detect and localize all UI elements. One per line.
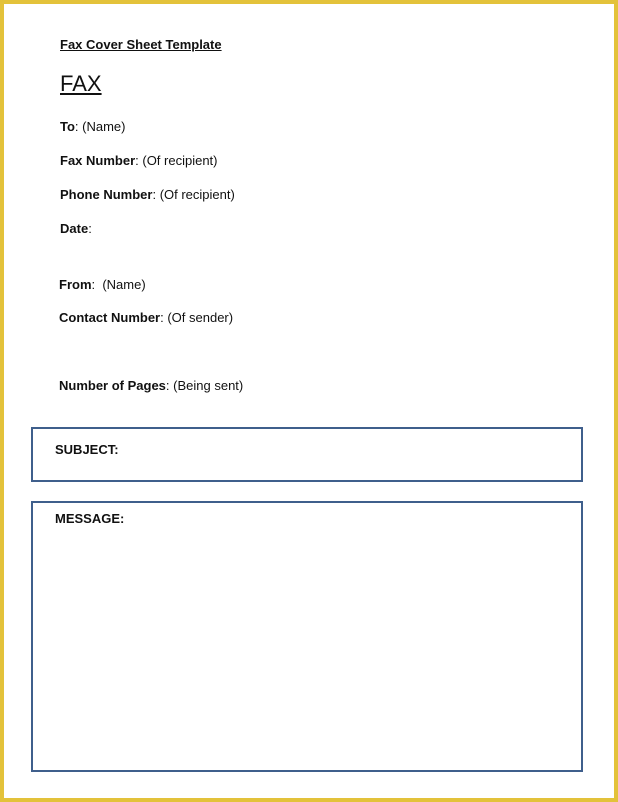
fax-number-label: Fax Number — [60, 153, 136, 168]
contact-number-field — [59, 310, 233, 325]
from-label: From — [59, 277, 92, 292]
date-value: : — [88, 221, 92, 236]
phone-number-label: Phone Number — [60, 187, 153, 202]
message-box[interactable] — [31, 501, 583, 772]
from-value: : (Name) — [91, 277, 146, 292]
fax-number-field — [60, 153, 218, 168]
message-label: MESSAGE: — [55, 511, 125, 526]
fax-number-value: : (Of recipient) — [135, 153, 218, 168]
date-label: Date — [60, 221, 89, 236]
document-title: Fax Cover Sheet Template — [60, 37, 222, 52]
fax-heading: FAX — [60, 71, 102, 96]
contact-number-value: : (Of sender) — [160, 310, 234, 325]
to-label: To — [60, 119, 75, 134]
date-field — [60, 221, 92, 236]
phone-number-value: : (Of recipient) — [152, 187, 235, 202]
phone-number-field — [60, 187, 235, 202]
to-value: : (Name) — [74, 119, 126, 134]
number-of-pages-label: Number of Pages — [59, 378, 166, 393]
contact-number-label: Contact Number — [59, 310, 161, 325]
number-of-pages-field — [59, 378, 243, 393]
subject-label: SUBJECT: — [55, 442, 119, 457]
from-field — [59, 277, 146, 292]
subject-box[interactable] — [31, 427, 583, 482]
number-of-pages-value: : (Being sent) — [165, 378, 244, 393]
to-field — [60, 119, 125, 134]
